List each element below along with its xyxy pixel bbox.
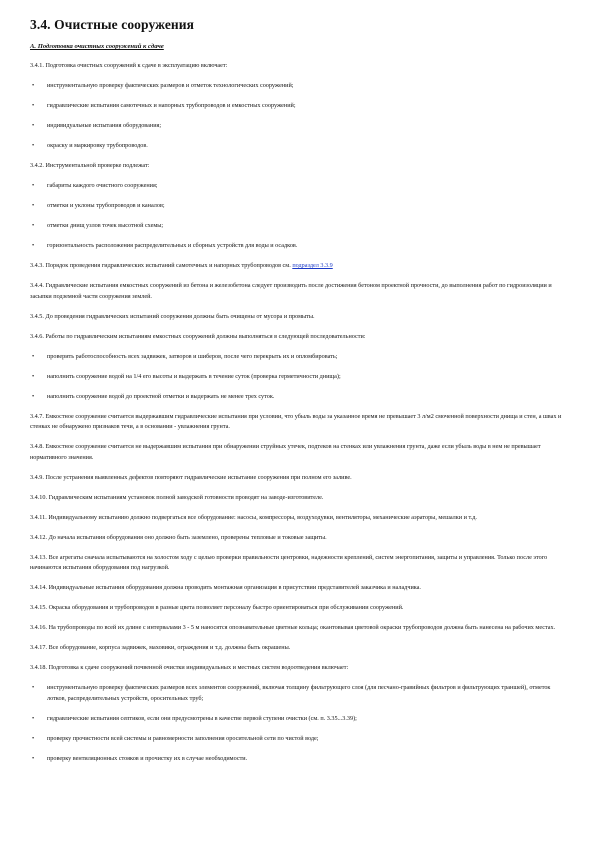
list-item: • проверить работоспособность всех задвижек, затворов и шиберов, после чего перекрыть их и опломбировать; — [30, 352, 565, 363]
paragraph: 3.4.9. После устранения выявленных дефектов повторяют гидравлические испытание сооружения при полном его заливе. — [30, 473, 352, 481]
paragraph: 3.4.2. Инструментальной проверке подлежат: — [30, 162, 150, 169]
paragraph — [30, 261, 565, 272]
paragraph: 3.4.17. Все оборудование, корпуса задвижек, маховики, ограждения и т.д. должны быть окрашены. — [30, 644, 291, 651]
list-item: • наполнить сооружение водой до проектной отметки и выдержать не менее трех суток. — [30, 392, 565, 403]
paragraph: 3.4.11. Индивидуальному испытанию должно подвергаться все оборудование: насосы, компрессоры, воздуходувки, вентиляторы, механические аэраторы, мешалки и т.д. — [30, 513, 477, 521]
list-item: • инструментальную проверку фактических размеров и отметок технологических сооружений; — [30, 81, 565, 92]
list-item: • проверку вентиляционных стояков и прочистку их в случае необходимости. — [30, 754, 565, 765]
list-item: • индивидуальные испытания оборудования; — [30, 121, 565, 132]
paragraph: 3.4.12. До начала испытания оборудования оно должно быть заземлено, проверены тепловые и токовые защиты. — [30, 533, 327, 541]
paragraph: 3.4.15. Окраска оборудования и трубопроводов в разные цвета позволяет персоналу быстро ориентироваться при обслуживании сооружений. — [30, 604, 404, 611]
section-subtitle: А. Подготовка очистных сооружений к сдаче — [30, 43, 164, 50]
list-item: • горизонтальность расположения распределительных и сборных устройств для воды и осадков. — [30, 241, 565, 252]
list-item: • окраску и маркировку трубопроводов. — [30, 141, 565, 152]
paragraph: 3.4.13. Все агрегаты сначала испытываются на холостом ходу с целью проверки правильности центровки, надежности креплений, систем энергопитания, защиты и управления. Только после этого начинаются испытания оборудования под нагрузкой. — [30, 553, 548, 571]
paragraph: 3.4.16. На трубопроводы по всей их длине с интервалами 3 - 5 м наносятся опознавательные цветные кольца; окантовывая цветовой окраски трубопроводов должна быть нанесена на рабочих местах. — [30, 624, 556, 631]
paragraph: 3.4.6. Работы по гидравлическим испытаниям емкостных сооружений должны выполняться в следующей последовательности: — [30, 332, 366, 340]
paragraph: 3.4.8. Емкостное сооружение считается не выдержавшим испытания при обнаружении струйных утечек, подтеков на стенках или увлажнения грунта, даже если убыль воды в нем не превышает нормативного значения. — [30, 443, 541, 461]
list-item: • гидравлические испытания самотечных и напорных трубопроводов и емкостных сооружений; — [30, 101, 565, 112]
paragraph: 3.4.14. Индивидуальные испытания оборудования должна проводить монтажная организация в присутствии представителей заказчика и наладчика. — [30, 584, 421, 591]
cross-reference-link[interactable]: подраздел 3.3.9 — [292, 262, 333, 269]
list-item: • отметки и уклоны трубопроводов и каналов; — [30, 201, 565, 212]
document-body — [30, 61, 565, 764]
list-item: • габариты каждого очистного сооружения; — [30, 181, 565, 192]
paragraph: 3.4.1. Подготовка очистных сооружений к сдаче в эксплуатацию включает: — [30, 62, 228, 69]
list-item: • наполнить сооружение водой на 1/4 его высоты и выдержать в течение суток (проверка герметичности днища); — [30, 372, 565, 383]
paragraph: 3.4.18. Подготовка к сдаче сооружений почвенной очистки индивидуальных и местных систем водоотведения включает: — [30, 664, 349, 671]
paragraph: 3.4.4. Гидравлические испытания емкостных сооружений из бетона и железобетона следует производить после достижения бетоном проектной прочности, до выполнения работ по гидроизоляции и засыпки подземной части сооружения землей. — [30, 282, 552, 300]
list-item: • инструментальную проверку фактических размеров всех элементов сооружений, включая толщину фильтрующего слоя (для песчано-гравийных фильтров и фильтрующих траншей), отметок лотков, распределительных устройств, оросительных труб; — [30, 683, 565, 704]
paragraph: 3.4.7. Емкостное сооружение считается выдержавшим гидравлические испытания при условии, что убыль воды за указанное время не превышает 3 л/м2 смоченной поверхности днища и стен, а швах и стенках не обнаружено признаков течи, а в основании - увлажнения грунта. — [30, 412, 562, 430]
paragraph-text: 3.4.3. Порядок проведения гидравлических испытаний самотечных и напорных трубопроводов см. — [30, 262, 291, 269]
list-item: • проверку прочистности всей системы и равномерности заполнения оросительной сети по чистой воде; — [30, 734, 565, 745]
list-item: • гидравлические испытания септиков, если они предусмотрены в качестве первой ступени очистки (см. п. 3.35...3.39); — [30, 714, 565, 725]
paragraph: 3.4.10. Гидравлическим испытаниям установок полной заводской готовности проводят на заводе-изготовителе. — [30, 493, 324, 501]
list-item: • отметки днищ узлов точек высотной схемы; — [30, 221, 565, 232]
page-title: 3.4. Очистные сооружения — [30, 17, 195, 32]
paragraph: 3.4.5. До проведения гидравлических испытаний сооружения должны быть очищены от мусора и промыты. — [30, 312, 315, 320]
